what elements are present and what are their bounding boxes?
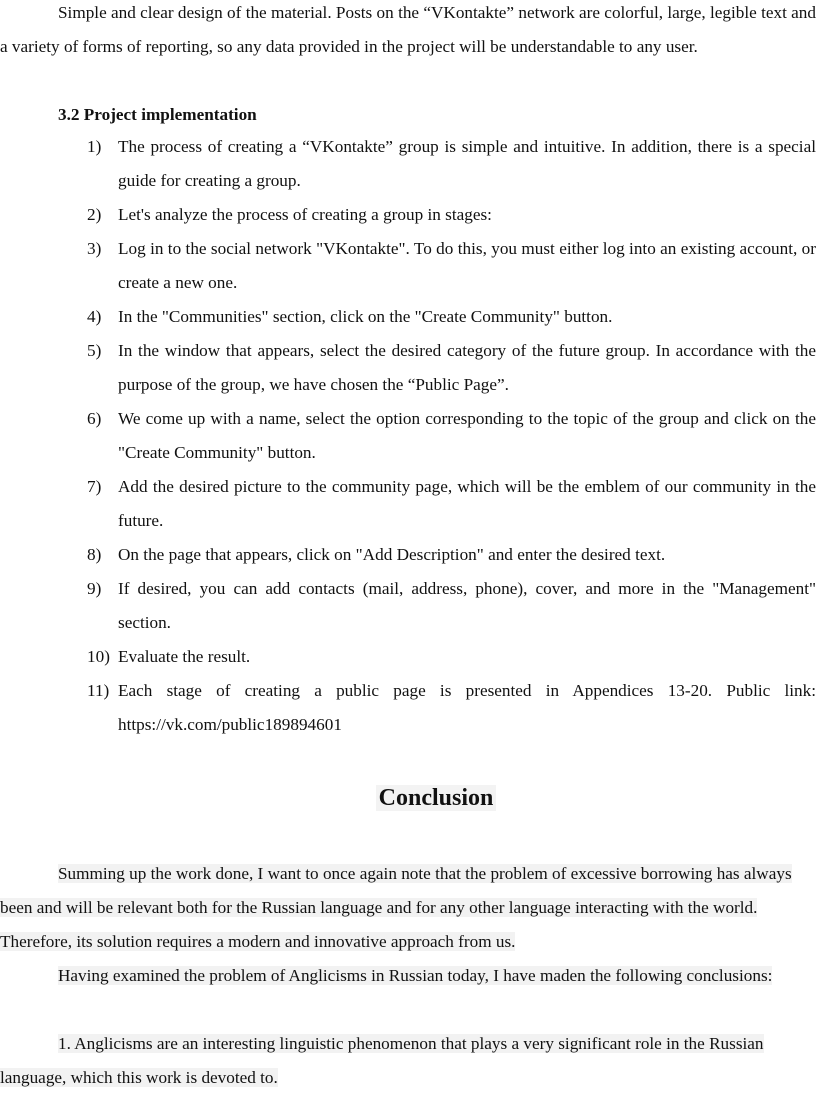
list-item bbox=[0, 232, 816, 300]
list-item bbox=[0, 402, 816, 470]
list-item-number: 4) bbox=[87, 307, 102, 326]
list-item bbox=[0, 334, 816, 402]
list-item-number: 10) bbox=[87, 647, 110, 666]
list-item-text: Evaluate the result. bbox=[118, 647, 251, 666]
conclusion-paragraph bbox=[0, 1027, 816, 1095]
list-item-text: In the window that appears, select the desired category of the future group. In accordance with the purpose of the group, we have chosen the “Public Page”. bbox=[118, 341, 816, 394]
list-item bbox=[0, 198, 816, 232]
list-item-number: 9) bbox=[87, 579, 102, 598]
list-item-text: Let's analyze the process of creating a group in stages: bbox=[118, 205, 492, 224]
list-item-number: 11) bbox=[87, 681, 110, 700]
list-item-number: 2) bbox=[87, 205, 102, 224]
conclusion-paragraph bbox=[0, 857, 816, 959]
list-item-number: 8) bbox=[87, 545, 102, 564]
list-item-text: Each stage of creating a public page is presented in Appendices 13-20. Public link: https://vk.com/public189894601 bbox=[118, 681, 816, 734]
conclusion-paragraph-text: Having examined the problem of Anglicisms in Russian today, I have maden the following conclusions: bbox=[58, 966, 773, 985]
list-item bbox=[0, 470, 816, 538]
list-item-text: We come up with a name, select the option corresponding to the topic of the group and click on the "Create Community" button. bbox=[118, 409, 816, 462]
conclusion-title-text: Conclusion bbox=[376, 785, 497, 811]
list-item bbox=[0, 572, 816, 640]
conclusion-paragraph-text: 1. Anglicisms are an interesting linguistic phenomenon that plays a very significant role in the Russian language, which this work is devoted to. bbox=[0, 1034, 764, 1087]
steps-list bbox=[0, 130, 816, 742]
list-item-text: Add the desired picture to the community page, which will be the emblem of our community in the future. bbox=[118, 477, 816, 530]
list-item-number: 1) bbox=[87, 137, 102, 156]
conclusion-heading bbox=[0, 780, 816, 816]
list-item-number: 5) bbox=[87, 341, 102, 360]
list-item bbox=[0, 674, 816, 742]
list-item bbox=[0, 130, 816, 198]
list-item bbox=[0, 640, 816, 674]
conclusion-paragraph-text: Summing up the work done, I want to once again note that the problem of excessive borrowing has always been and will be relevant both for the Russian language and for any other language interacting with the world. Therefore, its solution requires a modern and innovative approach from us. bbox=[0, 864, 792, 951]
list-item-number: 6) bbox=[87, 409, 102, 428]
list-item-text: Log in to the social network "VKontakte". To do this, you must either log into an existing account, or create a new one. bbox=[118, 239, 816, 292]
list-item-number: 7) bbox=[87, 477, 102, 496]
list-item bbox=[0, 538, 816, 572]
list-item-text: The process of creating a “VKontakte” group is simple and intuitive. In addition, there is a special guide for creating a group. bbox=[118, 137, 816, 190]
list-item bbox=[0, 300, 816, 334]
list-item-number: 3) bbox=[87, 239, 102, 258]
section-heading: 3.2 Project implementation bbox=[58, 105, 257, 124]
conclusion-paragraph bbox=[0, 959, 816, 993]
list-item-text: On the page that appears, click on "Add Description" and enter the desired text. bbox=[118, 545, 666, 564]
list-item-text: If desired, you can add contacts (mail, address, phone), cover, and more in the "Management" section. bbox=[118, 579, 816, 632]
list-item-text: In the "Communities" section, click on the "Create Community" button. bbox=[118, 307, 613, 326]
intro-paragraph: Simple and clear design of the material. Posts on the “VKontakte” network are colorful, large, legible text and a variety of forms of reporting, so any data provided in the project will be understandable to any user. bbox=[0, 3, 816, 56]
